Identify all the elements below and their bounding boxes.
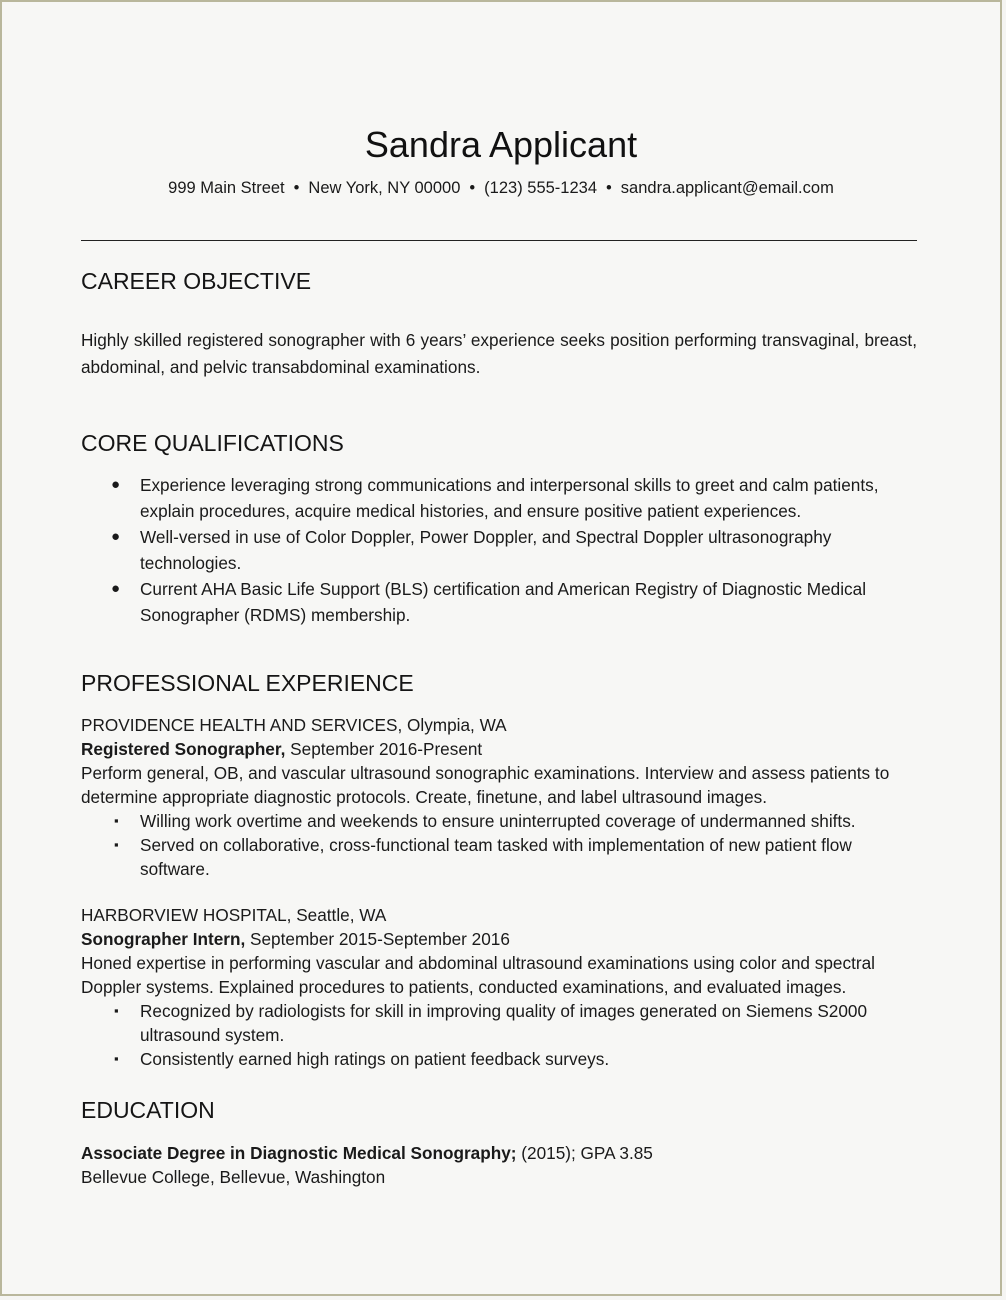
school: Bellevue College, Bellevue, Washington bbox=[81, 1167, 386, 1187]
separator: • bbox=[469, 179, 476, 197]
experience-heading: PROFESSIONAL EXPERIENCE bbox=[81, 670, 414, 696]
address: 999 Main Street bbox=[168, 179, 285, 197]
education-heading: EDUCATION bbox=[81, 1097, 215, 1123]
qualification-text: Current AHA Basic Life Support (BLS) certification and American Registry of Diagnostic Medical Sonographer (RDMS) membership. bbox=[140, 579, 867, 625]
list-item bbox=[81, 809, 917, 833]
job-dates: September 2016-Present bbox=[285, 739, 483, 759]
contact-line bbox=[2, 179, 1000, 198]
degree-details: (2015); GPA 3.85 bbox=[516, 1143, 653, 1163]
job-title: Sonographer Intern, bbox=[81, 929, 246, 949]
qualifications-list bbox=[81, 472, 917, 628]
role-line bbox=[81, 737, 917, 761]
job-entry bbox=[81, 903, 917, 999]
degree: Associate Degree in Diagnostic Medical Sonography; bbox=[81, 1143, 517, 1163]
list-item bbox=[81, 999, 917, 1047]
role-line bbox=[81, 927, 917, 951]
job-summary: Honed expertise in performing vascular and abdominal ultrasound examinations using color and spectral Doppler systems. Explained procedures to patients, conducted examinations, and evaluated images. bbox=[81, 953, 875, 997]
list-item bbox=[81, 1047, 917, 1071]
city: New York, NY 00000 bbox=[308, 179, 461, 197]
job-title: Registered Sonographer, bbox=[81, 739, 286, 759]
job-bullets bbox=[81, 809, 917, 881]
bullet-icon: ▪ bbox=[114, 1051, 119, 1066]
job-summary: Perform general, OB, and vascular ultrasound sonographic examinations. Interview and assess patients to determine appropriate diagnostic protocols. Create, finetune, and label ultrasound images. bbox=[81, 763, 890, 807]
qualifications-heading: CORE QUALIFICATIONS bbox=[81, 430, 344, 456]
job-entry bbox=[81, 713, 917, 809]
job-bullet-text: Served on collaborative, cross-functional team tasked with implementation of new patient flow software. bbox=[140, 835, 852, 879]
objective-text: Highly skilled registered sonographer with 6 years’ experience seeks position performing transvaginal, breast, abdominal, and pelvic transabdominal examinations. bbox=[81, 330, 917, 377]
list-item bbox=[81, 576, 917, 628]
job-bullet-text: Willing work overtime and weekends to ensure uninterrupted coverage of undermanned shifts. bbox=[140, 811, 856, 831]
list-item bbox=[81, 833, 917, 881]
bullet-icon: ● bbox=[111, 476, 121, 493]
phone: (123) 555-1234 bbox=[484, 179, 598, 197]
separator: • bbox=[293, 179, 300, 197]
degree-line bbox=[81, 1141, 917, 1165]
applicant-name: Sandra Applicant bbox=[364, 124, 638, 165]
list-item bbox=[81, 524, 917, 576]
job-bullet-text: Consistently earned high ratings on patient feedback surveys. bbox=[140, 1049, 610, 1069]
list-item bbox=[81, 472, 917, 524]
bullet-icon: ● bbox=[111, 528, 121, 545]
bullet-icon: ▪ bbox=[114, 837, 119, 852]
employer: PROVIDENCE HEALTH AND SERVICES, Olympia, WA bbox=[81, 715, 507, 735]
job-bullet-text: Recognized by radiologists for skill in improving quality of images generated on Siemens S2000 ultrasound system. bbox=[140, 1001, 868, 1045]
header-divider bbox=[81, 240, 917, 241]
bullet-icon: ▪ bbox=[114, 813, 119, 828]
separator: • bbox=[606, 179, 612, 197]
education-entry bbox=[81, 1141, 917, 1189]
job-dates: September 2015-September 2016 bbox=[245, 929, 510, 949]
bullet-icon: ▪ bbox=[114, 1003, 119, 1018]
objective-heading: CAREER OBJECTIVE bbox=[81, 268, 312, 294]
qualification-text: Experience leveraging strong communications and interpersonal skills to greet and calm patients, explain procedures, acquire medical histories, and ensure positive patient experiences. bbox=[140, 475, 879, 521]
employer: HARBORVIEW HOSPITAL, Seattle, WA bbox=[81, 905, 387, 925]
job-bullets bbox=[81, 999, 917, 1071]
bullet-icon: ● bbox=[111, 580, 121, 597]
qualification-text: Well-versed in use of Color Doppler, Power Doppler, and Spectral Doppler ultrasonography technologies. bbox=[140, 527, 832, 573]
email: sandra.applicant@email.com bbox=[620, 179, 834, 197]
